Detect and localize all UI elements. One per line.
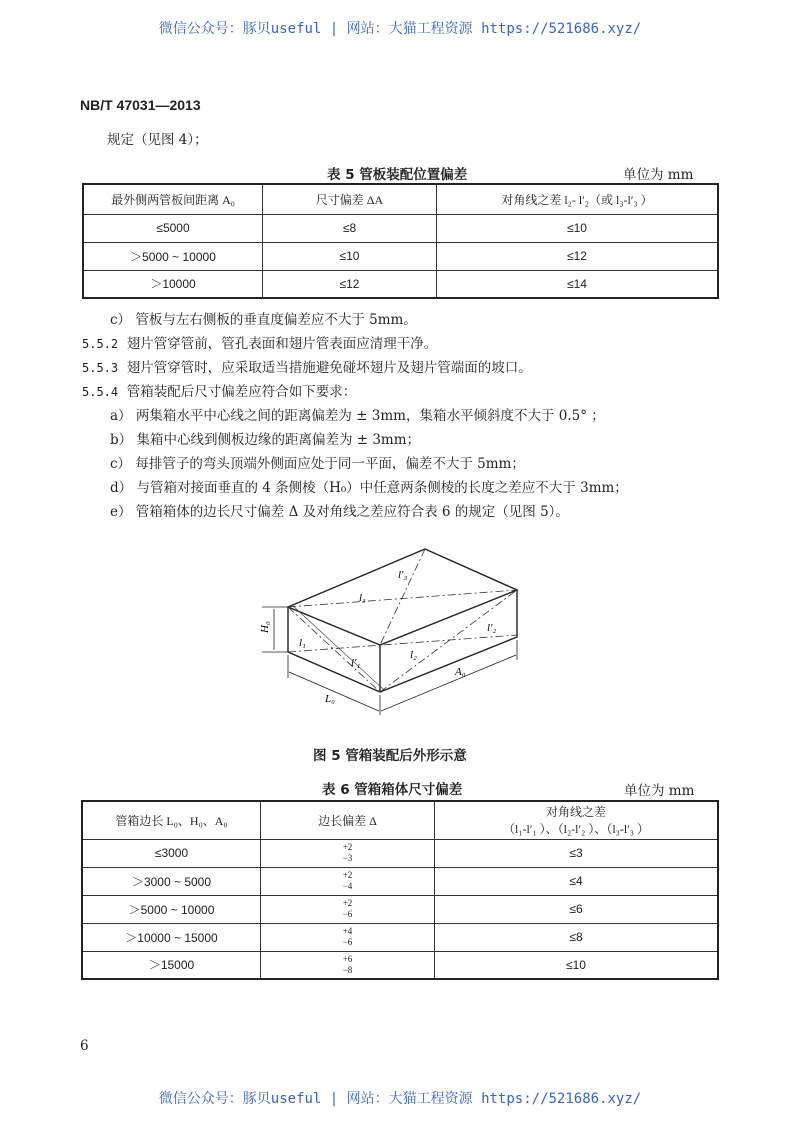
- page-number: 6: [80, 1038, 89, 1054]
- header-cell: 最外侧两管板间距离 A₀: [83, 184, 263, 214]
- cell: ≤10: [437, 214, 719, 242]
- cell: ≤8: [263, 214, 437, 242]
- cell: ＞15000: [82, 951, 261, 979]
- clause-number: e）: [110, 504, 132, 520]
- clause-number: 5.5.3: [82, 361, 119, 375]
- cell: ＞10000 ~ 15000: [82, 923, 261, 951]
- minus-tolerance: −6: [342, 909, 353, 919]
- clause-number: d）: [110, 480, 133, 496]
- cell: ≤10: [263, 242, 437, 270]
- clause-number: c）: [110, 456, 132, 472]
- clause-text: 翅片管穿管时，应采取适当措施避免碰坏翅片及翅片管端面的坡口。: [126, 360, 532, 376]
- plus-tolerance: +2: [342, 898, 353, 908]
- label-l1p: l′₁: [351, 657, 361, 669]
- cell: ＞5000 ~ 10000: [83, 242, 263, 270]
- table-header-row: [82, 801, 718, 839]
- cell: [261, 867, 435, 895]
- cell: [261, 923, 435, 951]
- diagonal-l2p: [380, 590, 517, 692]
- minus-tolerance: −3: [342, 853, 353, 863]
- diagonal-l1p: [288, 607, 380, 692]
- clause-text: 两集箱水平中心线之间的距离偏差为 ± 3mm，集箱水平倾斜度不大于 0.5° ；: [135, 408, 605, 424]
- header-cell: 尺寸偏差 ΔA: [263, 184, 437, 214]
- table5-unit: 单位为 mm: [623, 167, 694, 183]
- clause-text: 每排管子的弯头顶端外侧面应处于同一平面，偏差不大于 5mm；: [135, 456, 525, 472]
- clause-text: 集箱中心线到侧板边缘的距离偏差为 ± 3mm；: [136, 432, 421, 448]
- plus-tolerance: +6: [342, 953, 353, 964]
- label-l2p: l′₂: [487, 622, 497, 634]
- watermark-top: 微信公众号：豚贝useful | 网站：大猫工程资源 https://521686.xyz/: [158, 21, 642, 37]
- cell: ＞5000 ~ 10000: [82, 895, 261, 923]
- table-row: [82, 895, 718, 923]
- label-h0: H₀: [259, 621, 271, 633]
- table6: [81, 800, 719, 980]
- figure5-caption: 图 5 管箱装配后外形示意: [313, 748, 467, 764]
- cell: ＞10000: [83, 270, 263, 298]
- header-cell: 边长偏差 Δ: [261, 801, 435, 839]
- cell: ＞3000 ~ 5000: [82, 867, 261, 895]
- label-l3: l₃: [359, 592, 366, 604]
- label-l2: l₂: [410, 649, 417, 661]
- clause-number: b）: [110, 432, 133, 448]
- cell: ≤3: [435, 839, 719, 867]
- intro-line: 规定（见图 4）；: [107, 132, 208, 148]
- cell: ≤12: [437, 242, 719, 270]
- side-edges: [288, 590, 517, 692]
- plus-tolerance: +2: [342, 870, 353, 880]
- dimension-lines: [262, 607, 517, 715]
- header-cell: 管箱边长 L₀、H₀、A₀: [82, 801, 261, 839]
- clause-text: 与管箱对接面垂直的 4 条侧棱（H₀）中任意两条侧棱的长度之差应不大于 3mm；: [136, 480, 628, 496]
- cell: [261, 839, 435, 867]
- watermark-bottom: 微信公众号：豚贝useful | 网站：大猫工程资源 https://521686.xyz/: [158, 1091, 642, 1107]
- header-line: 对角线之差: [545, 805, 606, 820]
- cell: ≤6: [435, 895, 719, 923]
- label-l0: L₀: [325, 693, 335, 705]
- cell: ≤14: [437, 270, 719, 298]
- plus-tolerance: +4: [342, 926, 353, 936]
- header-cell: [435, 801, 719, 839]
- cell: ≤4: [435, 867, 719, 895]
- header-cell: 对角线之差 l₂- l′₂（或 l₃-l′₃ ）: [437, 184, 719, 214]
- table6-caption: 表 6 管箱箱体尺寸偏差: [322, 782, 463, 798]
- table-row: [82, 951, 718, 979]
- cell: ≤8: [435, 923, 719, 951]
- cell: ≤5000: [83, 214, 263, 242]
- label-l3p: l′₃: [398, 569, 408, 581]
- clause-text: 管板与左右侧板的垂直度偏差应不大于 5mm。: [135, 312, 417, 328]
- minus-tolerance: −8: [342, 964, 353, 975]
- clause-number: c）: [110, 312, 132, 328]
- clause-text: 管箱装配后尺寸偏差应符合如下要求：: [126, 384, 357, 400]
- table-row: [82, 867, 718, 895]
- minus-tolerance: −6: [342, 937, 353, 947]
- table5-caption: 表 5 管板装配位置偏差: [327, 167, 468, 183]
- cell: [261, 951, 435, 979]
- cell: ≤10: [435, 951, 719, 979]
- minus-tolerance: −4: [342, 881, 353, 891]
- plus-tolerance: +2: [342, 842, 353, 852]
- table-row: [82, 839, 718, 867]
- diagonal-l1: [288, 635, 517, 652]
- clause-text: 管箱箱体的边长尺寸偏差 Δ 及对角线之差应符合表 6 的规定（见图 5）。: [135, 504, 569, 520]
- clause-number: 5.5.4: [82, 385, 119, 399]
- label-l1: l₁: [299, 637, 306, 649]
- clause-number: a）: [110, 408, 132, 424]
- table-row: [82, 923, 718, 951]
- cell: [261, 895, 435, 923]
- clause-text: 翅片管穿管前，管孔表面和翅片管表面应清理干净。: [126, 336, 438, 352]
- cell: ≤3000: [82, 839, 261, 867]
- label-a0: A₀: [455, 666, 466, 678]
- standard-code: NB/T 47031—2013: [80, 97, 201, 113]
- table6-unit: 单位为 mm: [624, 783, 695, 799]
- header-line: （l₁-l′₁ ）、（l₂-l′₂ ）、（l₃-l′₃ ）: [503, 822, 649, 837]
- cell: ≤12: [263, 270, 437, 298]
- clause-number: 5.5.2: [82, 337, 119, 351]
